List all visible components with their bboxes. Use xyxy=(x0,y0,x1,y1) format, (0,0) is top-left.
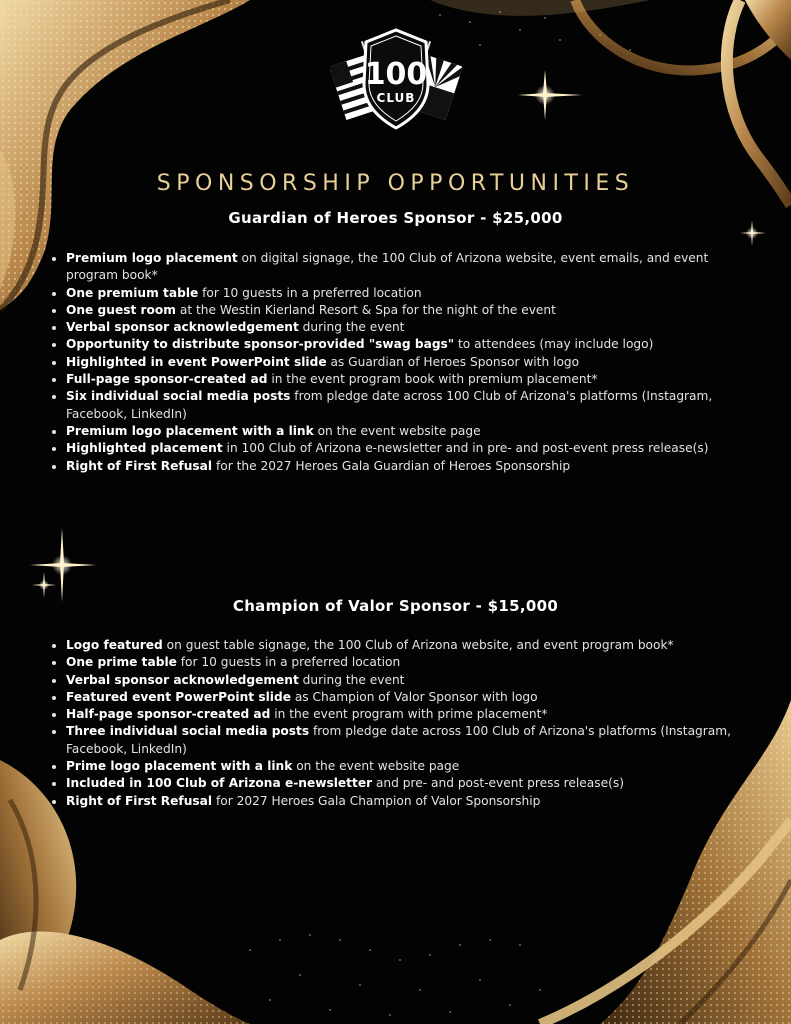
benefit-item xyxy=(66,285,762,302)
benefit-lead: Three individual social media posts xyxy=(66,724,310,739)
benefit-item xyxy=(66,637,762,654)
benefit-item xyxy=(66,302,762,319)
benefit-detail: from pledge date across 100 Club of Arizona's platforms (Instagram, Facebook, LinkedIn) xyxy=(66,389,713,421)
benefit-lead: Half-page sponsor-created ad xyxy=(66,707,271,722)
benefit-detail: in the event program book with premium placement* xyxy=(267,372,598,387)
benefit-lead: Featured event PowerPoint slide xyxy=(66,689,291,704)
benefit-lead: One premium table xyxy=(66,285,199,300)
benefit-lead: Prime logo placement with a link xyxy=(66,759,293,774)
champion-benefits-list xyxy=(48,637,762,810)
benefit-lead: Full-page sponsor-created ad xyxy=(66,372,268,387)
guardian-benefits-list xyxy=(48,250,762,475)
benefit-item xyxy=(66,793,762,810)
benefit-lead: Included in 100 Club of Arizona e-newsletter xyxy=(66,776,373,791)
benefit-detail: for 2027 Heroes Gala Champion of Valor Sponsorship xyxy=(212,793,541,808)
benefit-item xyxy=(66,458,762,475)
benefit-lead: Premium logo placement with a link xyxy=(66,423,314,438)
benefit-lead: Premium logo placement xyxy=(66,251,238,265)
benefit-item xyxy=(66,758,762,775)
sparkle-icon xyxy=(518,70,582,120)
benefit-lead: Verbal sponsor acknowledgement xyxy=(66,320,299,335)
benefit-item xyxy=(66,423,762,440)
benefit-detail: in the event program with prime placement* xyxy=(270,707,548,722)
benefit-item xyxy=(66,250,762,285)
champion-section-title: Champion of Valor Sponsor - $15,000 xyxy=(232,597,559,615)
benefit-detail: for the 2027 Heroes Gala Guardian of Heroes Sponsorship xyxy=(212,458,571,473)
benefit-item xyxy=(66,319,762,336)
benefit-item xyxy=(66,354,762,371)
benefit-item xyxy=(66,775,762,792)
benefit-detail: for 10 guests in a preferred location xyxy=(198,285,422,300)
benefit-item xyxy=(66,440,762,457)
benefit-detail: as Guardian of Heroes Sponsor with logo xyxy=(326,354,580,369)
benefit-lead: Highlighted placement xyxy=(66,441,223,456)
benefit-detail: from pledge date across 100 Club of Arizona's platforms (Instagram, Facebook, LinkedIn) xyxy=(66,724,731,756)
logo-number: 100 xyxy=(364,57,428,92)
benefit-lead: One guest room xyxy=(66,302,176,317)
benefit-detail: for 10 guests in a preferred location xyxy=(176,655,401,670)
benefit-lead: One prime table xyxy=(66,655,177,670)
benefit-item xyxy=(66,723,762,758)
benefit-lead: Opportunity to distribute sponsor-provided "swag bags" xyxy=(66,337,455,352)
benefit-detail: on guest table signage, the 100 Club of Arizona website, and event program book* xyxy=(162,638,674,652)
benefit-detail: on digital signage, the 100 Club of Arizona website, event emails, and event program book* xyxy=(66,251,709,283)
benefit-item xyxy=(66,654,762,671)
benefit-detail: on the event website page xyxy=(292,759,460,774)
benefit-lead: Verbal sponsor acknowledgement xyxy=(66,672,299,687)
benefit-detail: at the Westin Kierland Resort & Spa for the night of the event xyxy=(176,302,556,317)
benefit-detail: as Champion of Valor Sponsor with logo xyxy=(290,689,538,704)
page-title: SPONSORSHIP OPPORTUNITIES xyxy=(156,170,635,196)
benefit-detail: in 100 Club of Arizona e-newsletter and in pre- and post-event press release(s) xyxy=(222,441,709,456)
benefit-item xyxy=(66,388,762,423)
benefit-lead: Right of First Refusal xyxy=(66,793,213,808)
benefit-detail: during the event xyxy=(298,320,405,335)
benefit-item xyxy=(66,336,762,353)
guardian-section-title: Guardian of Heroes Sponsor - $25,000 xyxy=(228,209,563,227)
100-club-logo xyxy=(330,24,462,132)
benefit-item xyxy=(66,672,762,689)
sparkle-icon xyxy=(30,528,96,602)
benefit-item xyxy=(66,689,762,706)
benefit-item xyxy=(66,706,762,723)
benefit-lead: Logo featured xyxy=(66,638,163,652)
benefit-lead: Six individual social media posts xyxy=(66,389,291,404)
benefit-detail: to attendees (may include logo) xyxy=(454,337,654,352)
benefit-lead: Right of First Refusal xyxy=(66,458,213,473)
benefit-detail: and pre- and post-event press release(s) xyxy=(372,776,624,791)
benefit-detail: on the event website page xyxy=(313,423,481,438)
logo-word: CLUB xyxy=(376,91,416,105)
benefit-item xyxy=(66,371,762,388)
benefit-detail: during the event xyxy=(298,672,405,687)
sparkle-icon xyxy=(32,572,56,598)
benefit-lead: Highlighted in event PowerPoint slide xyxy=(66,354,327,369)
